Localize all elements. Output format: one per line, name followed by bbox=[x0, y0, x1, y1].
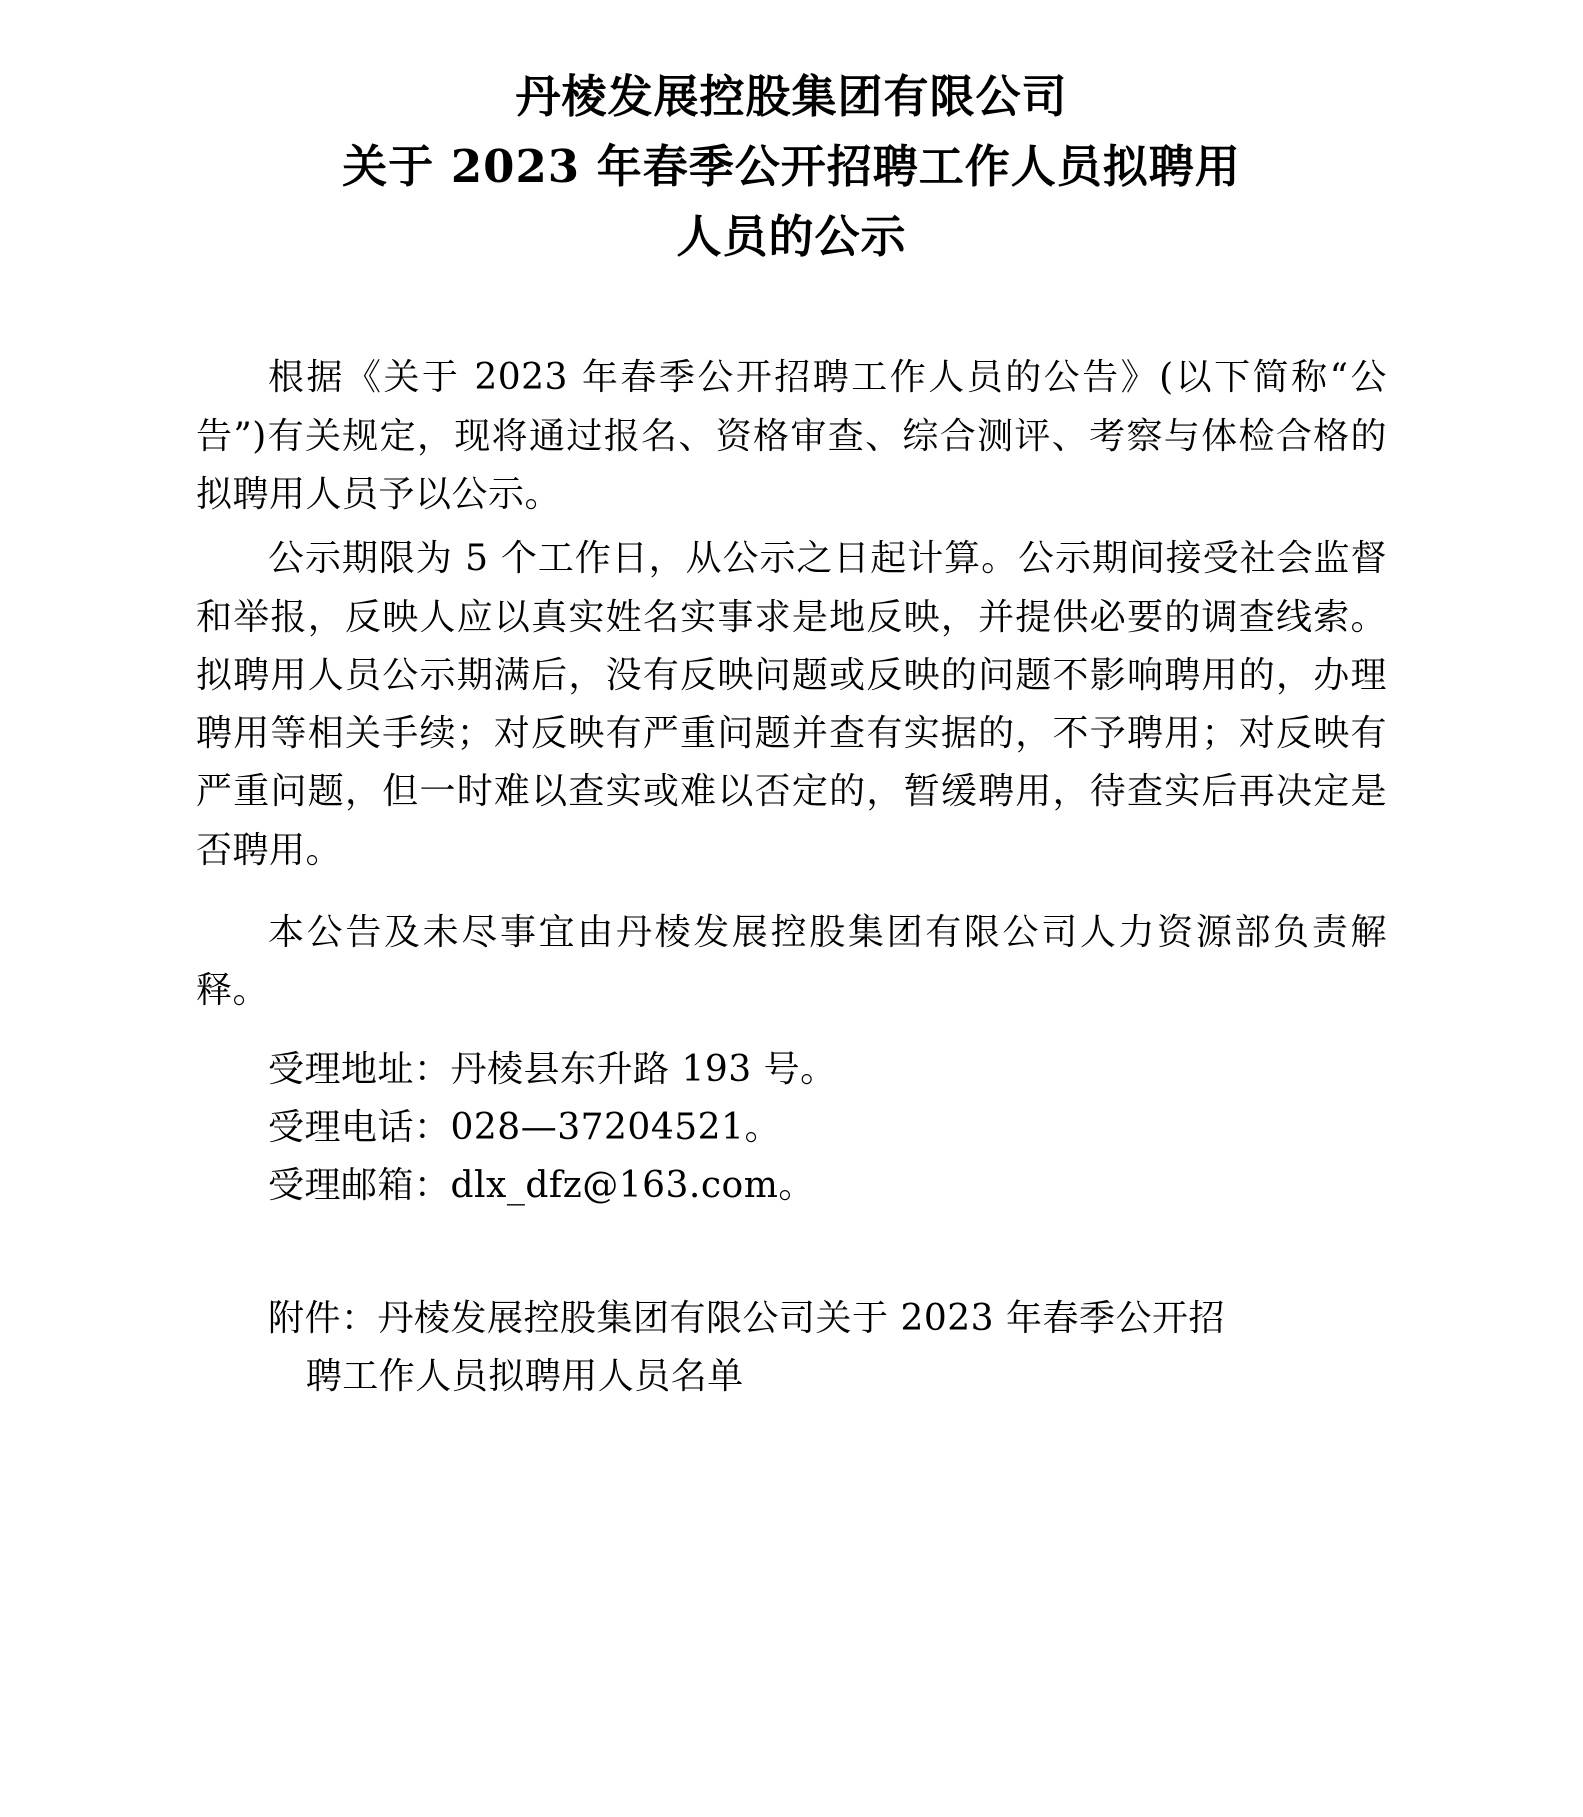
paragraph-interpretation: 本公告及未尽事宜由丹棱发展控股集团有限公司人力资源部负责解释。 bbox=[196, 912, 1387, 1012]
contact-email: 受理邮箱：dlx_dfz@163.com。 bbox=[268, 1165, 815, 1207]
paragraph-publicity-period: 公示期限为 5 个工作日，从公示之日起计算。公示期间接受社会监督和举报，反映人应以真实姓名实事求是地反映，并提供必要的调查线索。拟聘用人员公示期满后，没有反映问题或反映的问题不影响聘用的，办理聘用等相关手续；对反映有严重问题并查有实据的，不予聘用；对反映有严重问题，但一时难以查实或难以否定的，暂缓聘用，待查实后再决定是否聘用。 bbox=[196, 538, 1387, 871]
title-line-1: 丹棱发展控股集团有限公司 bbox=[515, 70, 1068, 123]
attachment-line-2: 聘工作人员拟聘用人员名单 bbox=[305, 1355, 744, 1397]
attachment-line-1: 附件：丹棱发展控股集团有限公司关于 2023 年春季公开招 bbox=[268, 1297, 1226, 1339]
title-line-2: 关于 2023 年春季公开招聘工作人员拟聘用 bbox=[342, 139, 1241, 193]
page-title bbox=[196, 62, 1387, 271]
contact-phone: 受理电话：028—37204521。 bbox=[268, 1107, 781, 1148]
document-body bbox=[196, 349, 1387, 1406]
attachment-note bbox=[196, 1290, 1387, 1407]
title-line-3: 人员的公示 bbox=[676, 209, 907, 263]
contact-address: 受理地址：丹棱县东升路 193 号。 bbox=[268, 1048, 837, 1090]
paragraph-basis: 根据《关于 2023 年春季公开招聘工作人员的公告》(以下简称“公告”)有关规定，现将通过报名、资格审查、综合测评、考察与体检合格的拟聘用人员予以公示。 bbox=[196, 357, 1387, 515]
